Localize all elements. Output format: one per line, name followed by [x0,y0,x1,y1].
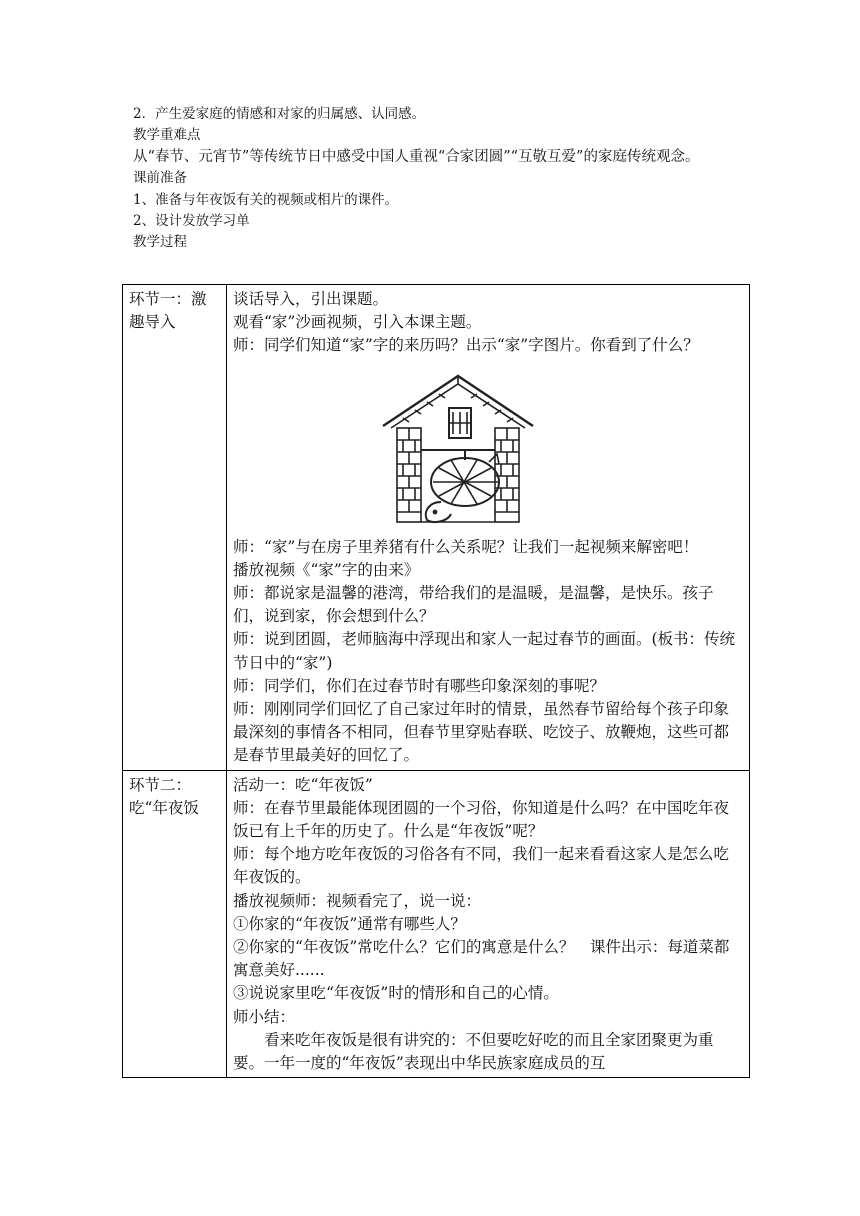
content-cell [227,770,750,1078]
summary-paragraph: 看来吃年夜饭是很有讲究的：不但要吃好吃的而且全家团聚更为重要。一年一度的“年夜饭”表现出中华民族家庭成员的互 [233,1030,714,1073]
lesson-process-table [122,284,750,1078]
preparation-heading: 课前准备 [133,170,187,187]
content-line: 师：“家”与在房子里养猪有什么关系呢？让我们一起视频来解密吧！ [233,537,699,556]
process-heading: 教学过程 [133,234,187,251]
preparation-item-2: 2、设计发放学习单 [133,212,250,229]
stage-cell: 环节二：吃“年夜饭 [123,770,227,1078]
content-line: ①你家的“年夜饭”通常有哪些人？ [233,914,466,933]
intro-section [133,104,763,253]
content-line: 师：在春节里最能体现团圆的一个习俗，你知道是什么吗？在中国吃年夜饭已有上千年的历史了。什么是“年夜饭”呢？ [233,798,730,841]
content-line: 师：都说家是温馨的港湾，带给我们的是温暖，是温馨，是快乐。孩子们，说到家，你会想到什么？ [233,584,714,626]
content-line: 谈话导入，引出课题。 [233,290,389,308]
goal-2: 2．产生爱家庭的情感和对家的归属感、认同感。 [133,106,426,122]
content-line: 师：刚刚同学们回忆了自己家过年时的情景，虽然春节留给每个孩子印象最深刻的事情各不相同，但春节里穿贴春联、吃饺子、放鞭炮，这些可都是春节里最美好的回忆了。 [233,700,730,765]
content-line: 师：同学们，你们在过春节时有哪些印象深刻的事呢？ [233,676,606,695]
content-line: ③说说家里吃“年夜饭”时的情形和自己的心情。 [233,984,559,1003]
content-cell [227,285,750,771]
content-line: 播放视频《“家”字的由来》 [233,560,420,579]
content-line: 师小结： [233,1007,296,1026]
content-line: ②你家的“年夜饭”常吃什么？它们的寓意是什么？ 课件出示：每道菜都寓意美好...... [233,938,730,980]
content-line: 播放视频师：视频看完了，说一说： [233,891,482,910]
key-points-heading: 教学重难点 [133,127,201,144]
table-row [123,770,750,1078]
preparation-item-1: 1、准备与年夜饭有关的视频或相片的课件。 [133,191,399,208]
content-line: 师：同学们知道“家”字的来历吗？出示“家”字图片。你看到了什么？ [233,336,699,355]
content-line: 观看“家”沙画视频，引入本课主题。 [233,313,482,332]
content-line: 活动一：吃“年夜饭” [233,775,373,794]
key-points-text: 从“春节、元宵节”等传统节日中感受中国人重视“合家团圆”“互敬互爱”的家庭传统观念。 [133,149,700,166]
content-line: 师：说到团圆，老师脑海中浮现出和家人一起过春节的画面。(板书：传统节日中的“家”) [233,630,736,672]
jia-character-illustration [381,374,535,524]
stage-cell: 环节一：激趣导入 [123,285,227,771]
content-line: 师：每个地方吃年夜饭的习俗各有不同，我们一起来看看这家人是怎么吃年夜饭的。 [233,845,730,887]
table-row [123,285,750,771]
